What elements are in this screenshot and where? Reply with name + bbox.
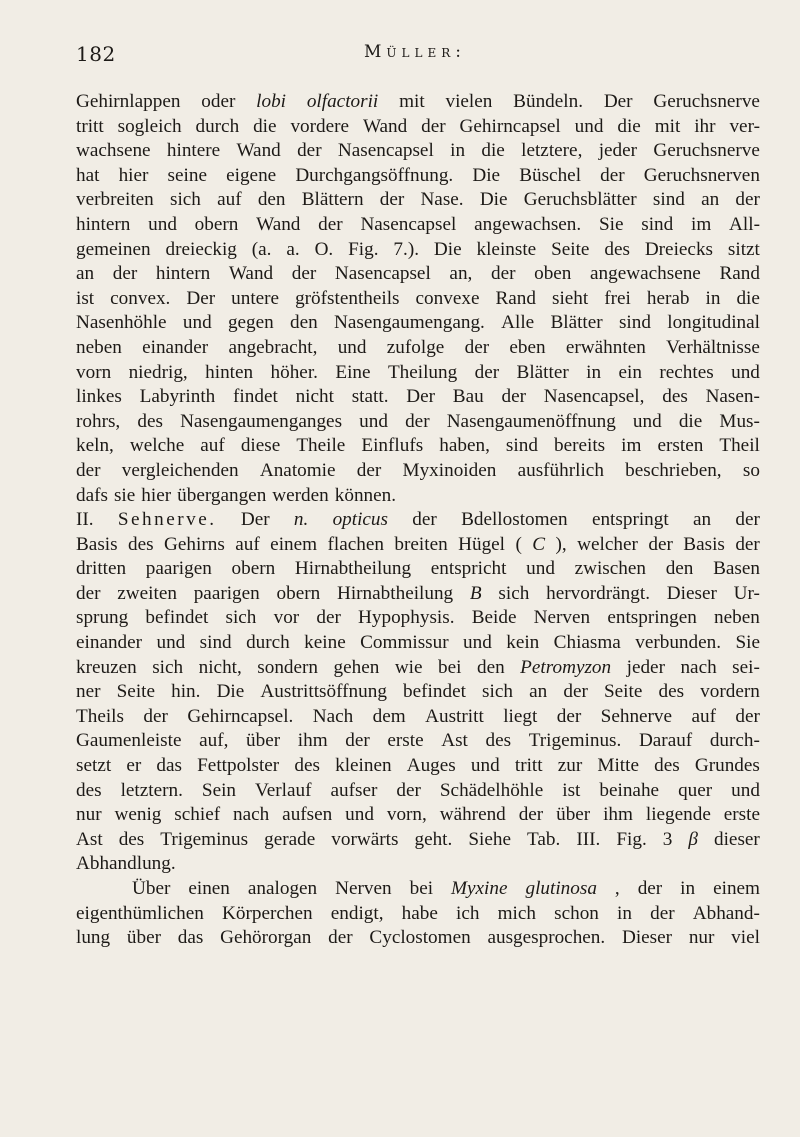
text-line: vorn niedrig, hinten höher. Eine Theilung der Blätter in ein rechtes und — [76, 361, 760, 383]
text-line: Über einen analogen Nerven bei Myxine glutinosa , der in einem — [132, 878, 760, 899]
text-line: gemeinen dreieckig (a. a. O. Fig. 7.). Die kleinste Seite des Dreiecks sitzt — [76, 238, 760, 260]
text-line: des letztern. Sein Verlauf aufser der Schädelhöhle ist beinahe quer und — [76, 779, 760, 801]
text-line: der vergleichenden Anatomie der Myxinoiden ausführlich beschrieben, so — [76, 459, 760, 481]
text-line: Gaumenleiste auf, über ihm der erste Ast des Trigeminus. Darauf durch- — [76, 730, 760, 752]
text-line: Nasenhöhle und gegen den Nasengaumengang. Alle Blätter sind longitudinal — [76, 312, 760, 334]
text-line: hintern und obern Wand der Nasencapsel angewachsen. Sie sind im All- — [76, 213, 760, 235]
text-line: Gehirnlappen oder lobi olfactorii mit vielen Bündeln. Der Geruchsnerve — [76, 91, 760, 112]
text-line: dritten paarigen obern Hirnabtheilung entspricht und zwischen den Basen — [76, 558, 760, 580]
text-line: kreuzen sich nicht, sondern gehen wie bei den Petromyzon jeder nach sei- — [76, 656, 760, 678]
text-line: Ast des Trigeminus gerade vorwärts geht. Siehe Tab. III. Fig. 3 β dieser — [76, 828, 760, 850]
text-line: dafs sie hier übergangen werden können. — [76, 484, 397, 506]
text-line: einander und sind durch keine Commissur und kein Chiasma verbunden. Sie — [76, 632, 760, 654]
text-line: rohrs, des Nasengaumenganges und der Nasengaumenöffnung und die Mus- — [76, 410, 760, 432]
text-line: setzt er das Fettpolster des kleinen Auges und tritt zur Mitte des Grundes — [76, 755, 760, 777]
text-line: nur wenig schief nach aufsen und vorn, während der über ihm liegende erste — [76, 804, 760, 826]
text-line: linkes Labyrinth findet nicht statt. Der Bau der Nasencapsel, des Nasen- — [76, 386, 760, 408]
text-line: tritt sogleich durch die vordere Wand der Gehirncapsel und die mit ihr ver- — [76, 115, 760, 137]
text-line: hat hier seine eigene Durchgangsöffnung. Die Büschel der Geruchsnerven — [76, 164, 760, 186]
text-line: sprung befindet sich vor der Hypophysis. Beide Nerven entspringen neben — [76, 607, 760, 629]
text-line: der zweiten paarigen obern Hirnabtheilung B sich hervordrängt. Dieser Ur- — [76, 582, 760, 604]
page-header — [76, 42, 740, 72]
text-line: ist convex. Der untere gröfstentheils convexe Rand sieht frei herab in die — [76, 287, 760, 309]
text-line: Basis des Gehirns auf einem flachen breiten Hügel ( C ), welcher der Basis der — [76, 533, 760, 555]
text-line: wachsene hintere Wand der Nasencapsel in die letztere, jeder Geruchsnerve — [76, 140, 760, 162]
text-line: ner Seite hin. Die Austrittsöffnung befindet sich an der Seite des vordern — [76, 681, 760, 703]
text-line: verbreiten sich auf den Blättern der Nase. Die Geruchsblätter sind an der — [76, 189, 760, 211]
text-line: II. Sehnerve. Der n. opticus der Bdellostomen entspringt an der — [76, 509, 760, 531]
body-text — [76, 90, 760, 951]
text-line: keln, welche auf diese Theile Einflufs haben, sind bereits im ersten Theil — [76, 435, 760, 457]
text-line: an der hintern Wand der Nasencapsel an, der oben angewachsene Rand — [76, 263, 760, 285]
text-line: eigenthümlichen Körperchen endigt, habe ich mich schon in der Abhand- — [76, 902, 760, 924]
running-head: Müller: — [364, 42, 466, 62]
text-line: lung über das Gehörorgan der Cyclostomen ausgesprochen. Dieser nur viel — [76, 927, 760, 949]
text-line: neben einander angebracht, und zufolge der eben erwähnten Verhältnisse — [76, 336, 760, 358]
page-number: 182 — [76, 42, 116, 66]
text-line: Theils der Gehirncapsel. Nach dem Austritt liegt der Sehnerve auf der — [76, 705, 760, 727]
text-line: Abhandlung. — [76, 853, 176, 875]
